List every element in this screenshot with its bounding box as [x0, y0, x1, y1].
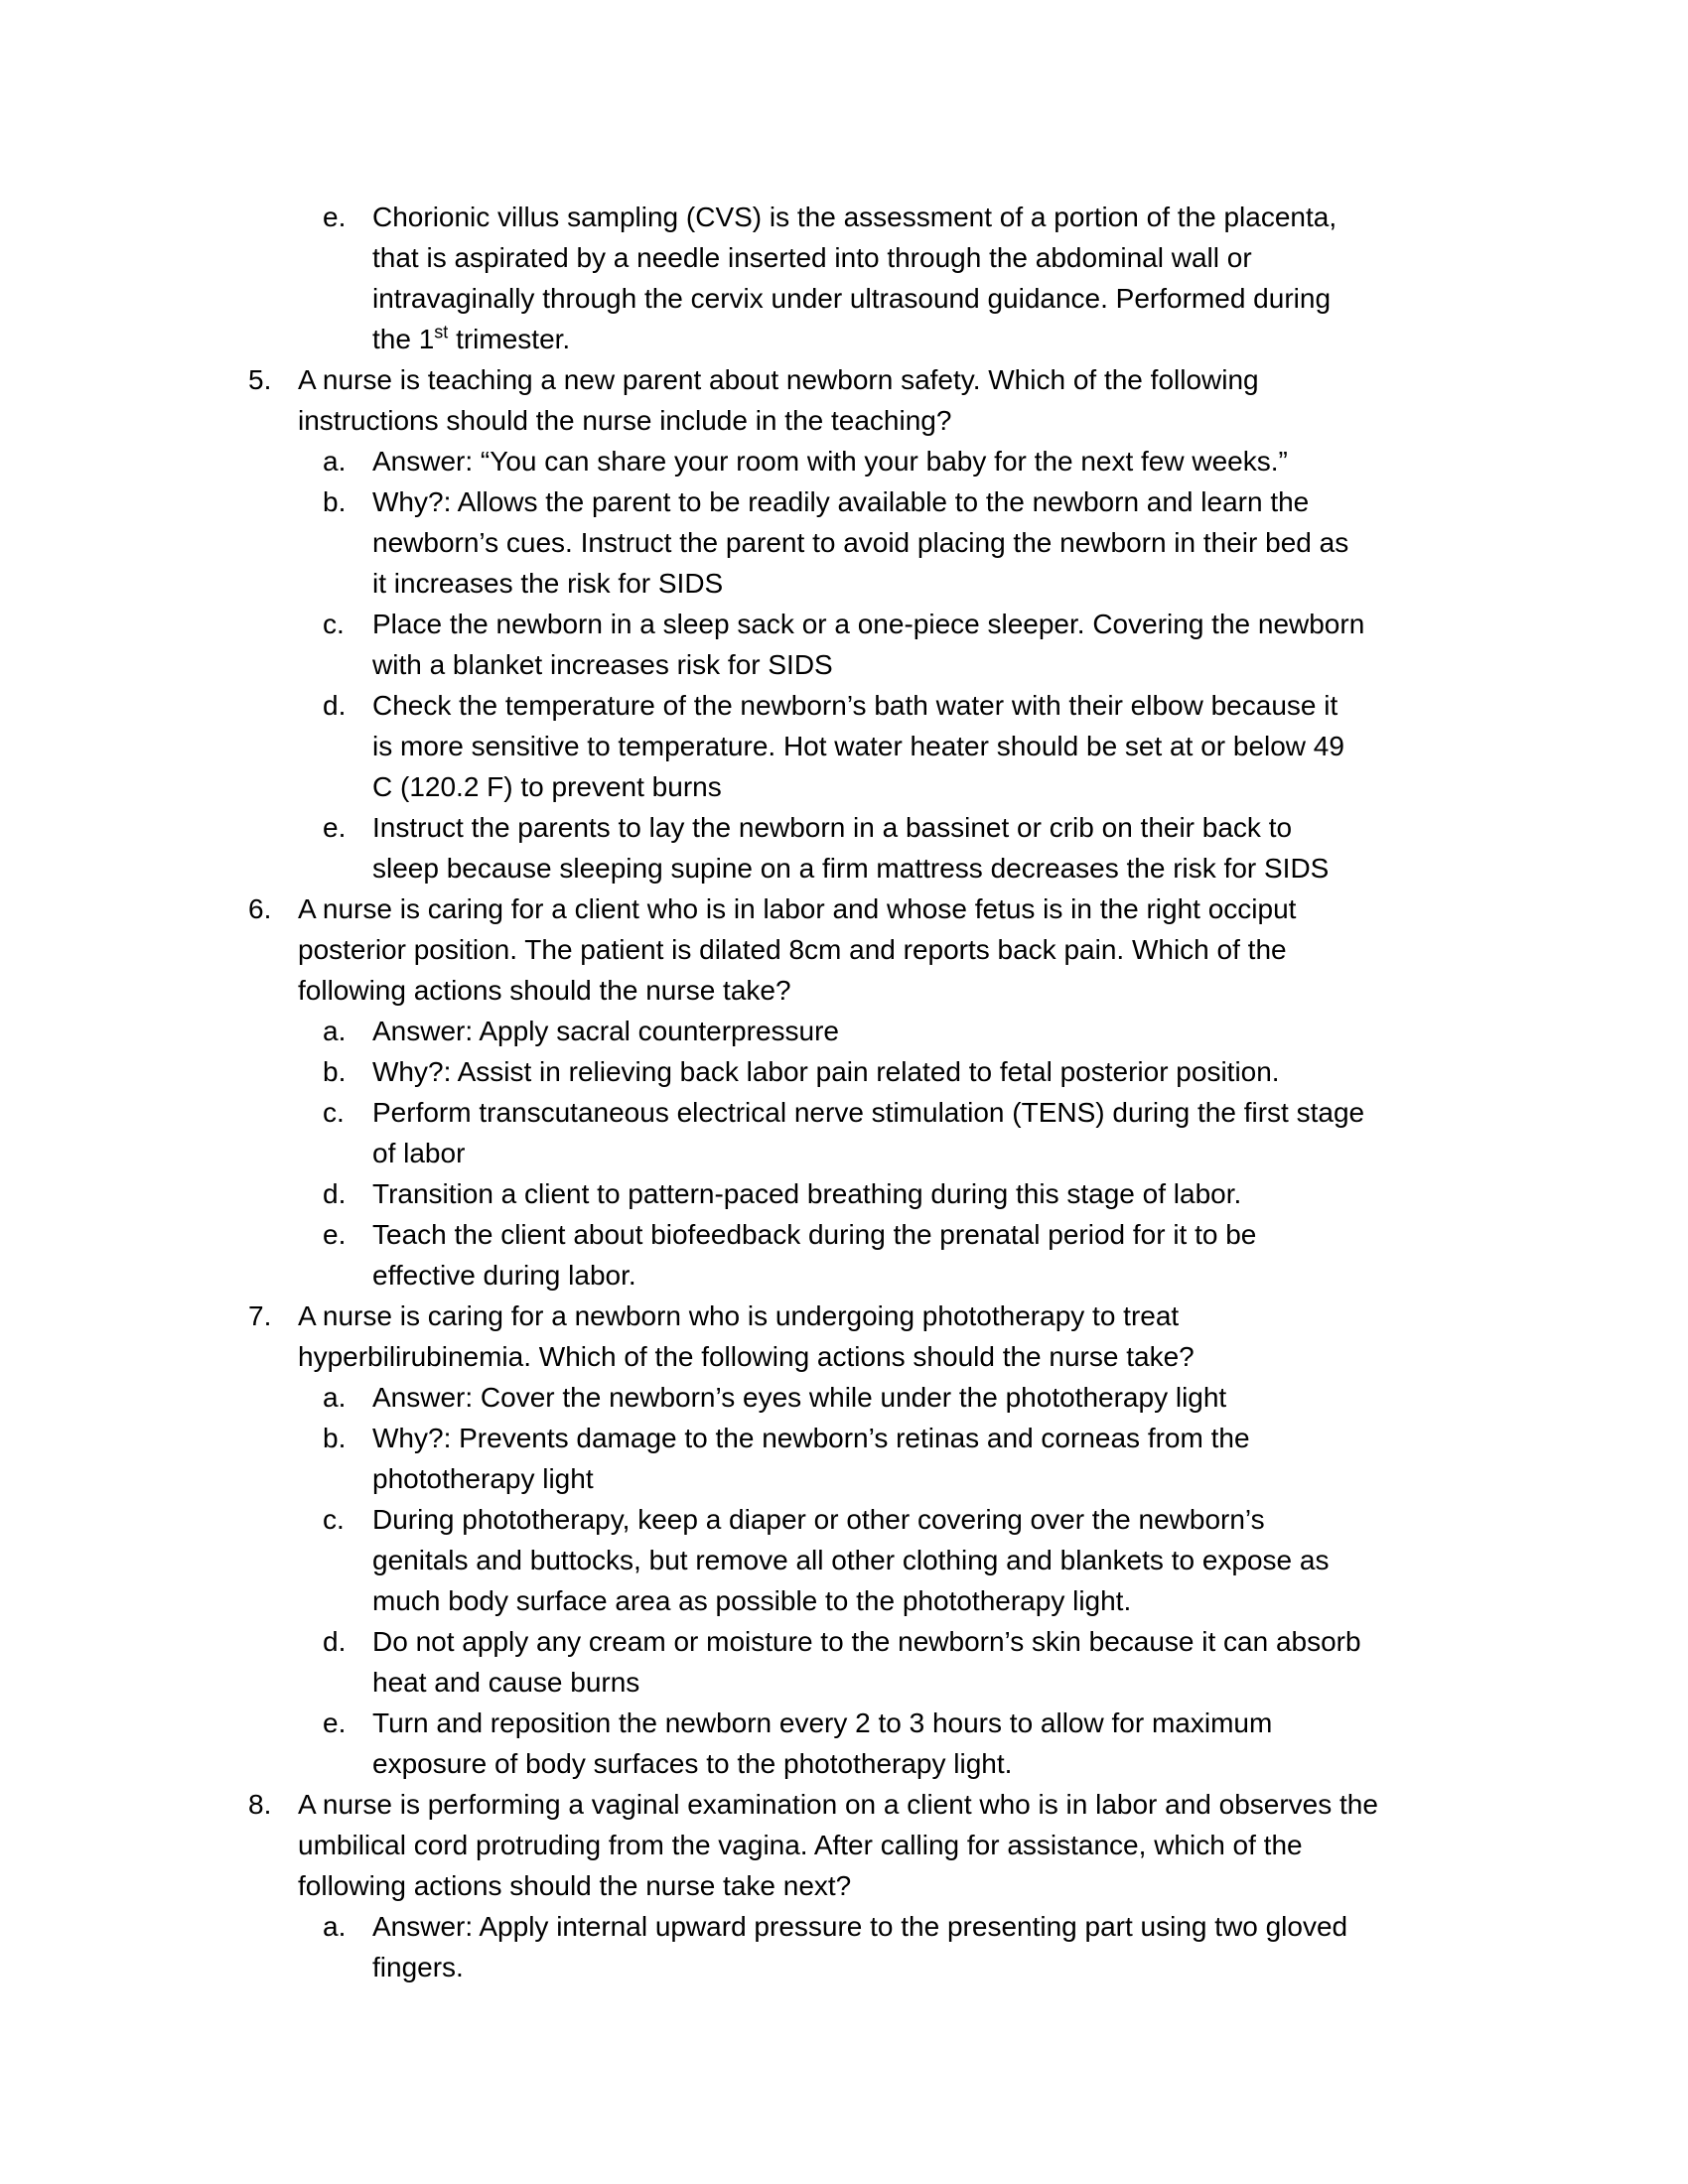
text-line: A nurse is caring for a newborn who is undergoing phototherapy to treat	[298, 1300, 1180, 1331]
list-item	[323, 1214, 1688, 1296]
list-item	[323, 1703, 1688, 1784]
list-marker: 6.	[248, 893, 272, 924]
list-marker: d.	[323, 1626, 347, 1657]
text-line: with a blanket increases risk for SIDS	[372, 649, 833, 680]
list-marker: e.	[323, 1707, 347, 1738]
text-line: Answer: “You can share your room with your baby for the next few weeks.”	[372, 446, 1288, 477]
list-item	[323, 441, 1688, 481]
text-line: following actions should the nurse take?	[298, 975, 791, 1006]
list-item	[248, 888, 1688, 1011]
text-line: exposure of body surfaces to the phototherapy light.	[372, 1748, 1013, 1779]
list-item	[248, 359, 1688, 441]
text-line: Check the temperature of the newborn’s bath water with their elbow because it	[372, 690, 1338, 721]
text-line: hyperbilirubinemia. Which of the following actions should the nurse take?	[298, 1341, 1195, 1372]
text-line: newborn’s cues. Instruct the parent to avoid placing the newborn in their bed as	[372, 527, 1349, 558]
text-line: instructions should the nurse include in the teaching?	[298, 405, 952, 436]
list-item	[323, 1173, 1688, 1214]
text-line: posterior position. The patient is dilated 8cm and reports back pain. Which of the	[298, 934, 1287, 965]
text-line: Perform transcutaneous electrical nerve stimulation (TENS) during the first stage	[372, 1097, 1365, 1128]
text-line: Answer: Apply sacral counterpressure	[372, 1016, 839, 1046]
text-line: that is aspirated by a needle inserted into through the abdominal wall or	[372, 242, 1252, 273]
text-line: Place the newborn in a sleep sack or a one-piece sleeper. Covering the newborn	[372, 609, 1365, 639]
text-line: sleep because sleeping supine on a firm mattress decreases the risk for SIDS	[372, 853, 1330, 884]
list-marker: e.	[323, 812, 347, 843]
list-item	[323, 1051, 1688, 1092]
list-marker: c.	[323, 1504, 345, 1535]
document-content	[0, 197, 1688, 1987]
text-line: fingers.	[372, 1952, 464, 1982]
text-line: of labor	[372, 1138, 466, 1168]
list-marker: a.	[323, 1016, 347, 1046]
text-line: A nurse is caring for a client who is in labor and whose fetus is in the right occiput	[298, 893, 1297, 924]
text-line: Transition a client to pattern-paced breathing during this stage of labor.	[372, 1178, 1242, 1209]
list-marker: a.	[323, 1911, 347, 1942]
text-line: During phototherapy, keep a diaper or other covering over the newborn’s	[372, 1504, 1265, 1535]
text-line: Teach the client about biofeedback during the prenatal period for it to be	[372, 1219, 1257, 1250]
list-item	[323, 685, 1688, 807]
text-line: the 1st trimester.	[372, 322, 571, 354]
list-item	[323, 1011, 1688, 1051]
list-marker: d.	[323, 1178, 347, 1209]
text-line: A nurse is teaching a new parent about newborn safety. Which of the following	[298, 364, 1259, 395]
list-marker: d.	[323, 690, 347, 721]
list-item	[323, 1418, 1688, 1499]
list-marker: a.	[323, 446, 347, 477]
text-line: Chorionic villus sampling (CVS) is the assessment of a portion of the placenta,	[372, 202, 1337, 232]
text-line: Why?: Prevents damage to the newborn’s retinas and corneas from the	[372, 1423, 1250, 1453]
text-line: phototherapy light	[372, 1463, 594, 1494]
list-marker: b.	[323, 1056, 347, 1087]
text-line: Answer: Apply internal upward pressure to the presenting part using two gloved	[372, 1911, 1348, 1942]
list-marker: e.	[323, 1219, 347, 1250]
list-item	[323, 807, 1688, 888]
list-item	[323, 197, 1688, 359]
list-item	[248, 1296, 1688, 1377]
list-item	[248, 1784, 1688, 1906]
text-line: A nurse is performing a vaginal examination on a client who is in labor and observes the	[298, 1789, 1378, 1820]
text-line: following actions should the nurse take next?	[298, 1870, 852, 1901]
list-marker: e.	[323, 202, 347, 232]
list-marker: b.	[323, 1423, 347, 1453]
list-item	[323, 604, 1688, 685]
text-line: it increases the risk for SIDS	[372, 568, 724, 599]
list-marker: 8.	[248, 1789, 272, 1820]
list-marker: 5.	[248, 364, 272, 395]
list-item	[323, 1906, 1688, 1987]
list-marker: 7.	[248, 1300, 272, 1331]
list-marker: a.	[323, 1382, 347, 1413]
list-item	[323, 1092, 1688, 1173]
list-marker: b.	[323, 486, 347, 517]
text-line: C (120.2 F) to prevent burns	[372, 771, 722, 802]
text-line: Why?: Allows the parent to be readily available to the newborn and learn the	[372, 486, 1310, 517]
list-item	[323, 481, 1688, 604]
superscript-text: st	[434, 322, 449, 342]
list-item	[323, 1621, 1688, 1703]
text-line: heat and cause burns	[372, 1667, 640, 1698]
text-line: umbilical cord protruding from the vagina. After calling for assistance, which of the	[298, 1830, 1303, 1860]
text-line: intravaginally through the cervix under ultrasound guidance. Performed during	[372, 283, 1332, 314]
list-marker: c.	[323, 609, 345, 639]
text-line: Answer: Cover the newborn’s eyes while under the phototherapy light	[372, 1382, 1227, 1413]
text-line: Why?: Assist in relieving back labor pain related to fetal posterior position.	[372, 1056, 1280, 1087]
text-line: Do not apply any cream or moisture to the newborn’s skin because it can absorb	[372, 1626, 1361, 1657]
text-line: much body surface area as possible to the phototherapy light.	[372, 1585, 1132, 1616]
list-item	[323, 1377, 1688, 1418]
text-line: Instruct the parents to lay the newborn in a bassinet or crib on their back to	[372, 812, 1293, 843]
text-line: effective during labor.	[372, 1260, 636, 1291]
text-line: is more sensitive to temperature. Hot water heater should be set at or below 49	[372, 731, 1344, 761]
text-line: genitals and buttocks, but remove all other clothing and blankets to expose as	[372, 1545, 1330, 1575]
text-line: Turn and reposition the newborn every 2 to 3 hours to allow for maximum	[372, 1707, 1273, 1738]
list-marker: c.	[323, 1097, 345, 1128]
list-item	[323, 1499, 1688, 1621]
